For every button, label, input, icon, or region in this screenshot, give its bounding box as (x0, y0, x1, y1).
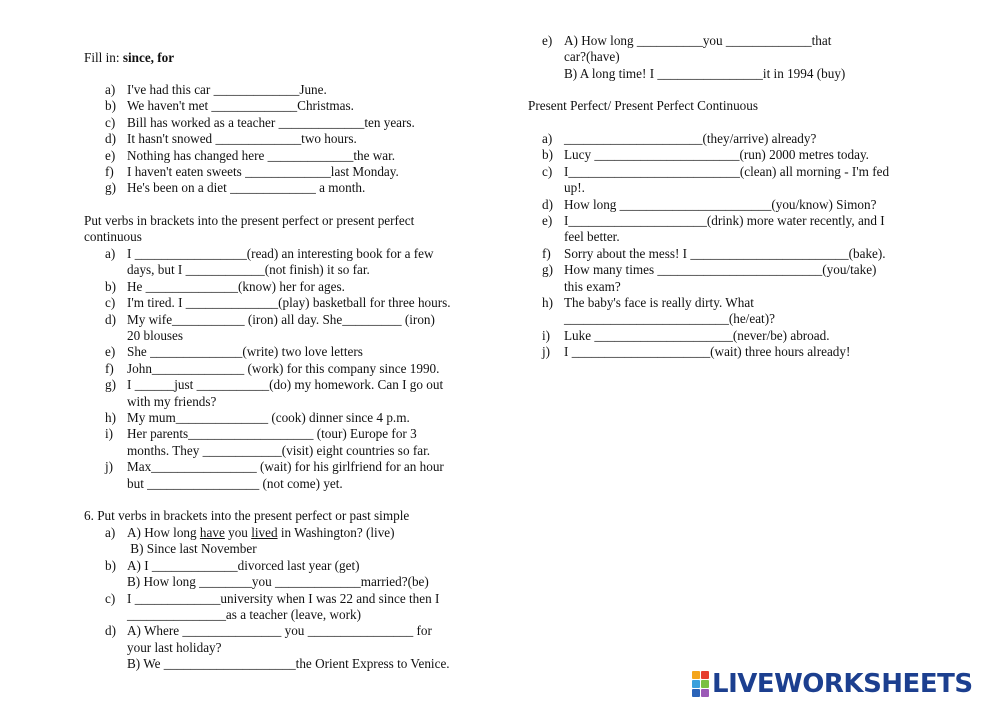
list-item (84, 82, 415, 98)
list-item (528, 295, 889, 328)
list-item (84, 410, 451, 426)
list-item (84, 377, 451, 410)
logo-mark-tile (692, 671, 700, 679)
item-label: d) (105, 131, 116, 147)
item-line: 20 blouses (127, 328, 184, 344)
item-line: A) Where _______________ you ________________ for (127, 623, 432, 639)
item-label: a) (105, 246, 116, 261)
logo-mark-tile (701, 689, 709, 697)
list-item (84, 591, 450, 624)
section-1-list (84, 82, 415, 197)
item-line: B) How long ________you _____________married?(be) (127, 574, 429, 590)
item-label: h) (105, 410, 116, 426)
item-line: B) We ____________________the Orient Express to Venice. (127, 656, 450, 672)
item-label: j) (105, 459, 114, 475)
item-label: a) (105, 525, 116, 540)
list-item (528, 262, 889, 295)
section-3-heading: 6. Put verbs in brackets into the present perfect or past simple (84, 508, 410, 523)
item-label: e) (542, 33, 553, 48)
item-label: e) (105, 147, 116, 163)
item-label: f) (542, 245, 551, 261)
item-line: Sorry about the mess! I ________________________(bake). (564, 245, 886, 261)
item-label: b) (105, 557, 116, 573)
item-text: Nothing has changed here _____________the war. (127, 147, 396, 163)
heading-line: continuous (84, 229, 142, 245)
list-item (84, 115, 415, 131)
item-line: I _________________(read) an interesting book for a few (127, 246, 434, 261)
logo-text: LIVEWORKSHEETS (712, 669, 973, 699)
item-text: I haven't eaten sweets _____________last Monday. (127, 164, 399, 180)
item-line: A) I _____________divorced last year (get) (127, 557, 360, 573)
item-line: My wife___________ (iron) all day. She_________ (iron) (127, 311, 435, 327)
item-label: d) (542, 196, 553, 212)
item-label: a) (542, 131, 553, 146)
item-line: feel better. (564, 229, 620, 245)
list-item (84, 98, 415, 114)
heading-line: Put verbs in brackets into the present perfect or present perfect (84, 213, 415, 228)
item-line: this exam? (564, 278, 621, 294)
section-2-list (84, 246, 451, 492)
item-line: but _________________ (not come) yet. (127, 475, 343, 491)
item-line: B) A long time! I ________________it in 1994 (buy) (564, 65, 846, 81)
list-item (84, 525, 450, 558)
item-line: Max________________ (wait) for his girlfriend for an hour (127, 459, 444, 475)
item-label: b) (542, 147, 553, 163)
liveworksheets-logo[interactable] (692, 668, 973, 700)
item-line: car?(have) (564, 49, 620, 65)
list-item (84, 246, 451, 279)
item-line: your last holiday? (127, 639, 222, 655)
item-line: I ______just ___________(do) my homework. Can I go out (127, 377, 444, 393)
item-label: i) (105, 426, 114, 442)
item-line: months. They ____________(visit) eight countries so far. (127, 442, 431, 458)
item-line: with my friends? (127, 393, 217, 409)
list-item (528, 164, 889, 197)
item-label: b) (105, 98, 116, 114)
item-text: It hasn't snowed _____________two hours. (127, 131, 357, 147)
item-line (127, 525, 450, 541)
item-line: _______________as a teacher (leave, work) (127, 607, 361, 623)
list-item (84, 426, 451, 459)
item-line: Her parents___________________ (tour) Europe for 3 (127, 426, 417, 442)
item-line: My mum______________ (cook) dinner since 4 p.m. (127, 410, 410, 426)
item-label: b) (105, 278, 116, 294)
text-part: in Washington? (live) (277, 525, 395, 540)
text-part: A) How long (127, 525, 200, 540)
list-item (84, 148, 415, 164)
item-line: John______________ (work) for this company since 1990. (127, 360, 440, 376)
section-4-list (528, 131, 889, 361)
item-label: g) (105, 377, 116, 393)
item-line: I _____________________(wait) three hours already! (564, 344, 851, 360)
item-line: Luke _____________________(never/be) abroad. (564, 327, 830, 343)
item-line: up!. (564, 180, 585, 196)
logo-mark-tile (692, 680, 700, 688)
item-line: The baby's face is really dirty. What (564, 295, 754, 311)
logo-mark-tile (692, 689, 700, 697)
continued-list (528, 33, 845, 82)
list-item (84, 558, 450, 591)
item-label: g) (105, 180, 116, 196)
item-label: e) (542, 213, 553, 229)
item-line: How long _______________________(you/know) Simon? (564, 196, 877, 212)
list-item (528, 344, 889, 360)
item-line: _________________________(he/eat)? (564, 311, 775, 327)
section-3-list (84, 525, 450, 673)
section-4-heading: Present Perfect/ Present Perfect Continuous (528, 98, 758, 113)
list-item (84, 623, 450, 672)
underlined-word: have (199, 525, 225, 540)
item-line: I'm tired. I ______________(play) basketball for three hours. (127, 295, 451, 311)
logo-mark-icon (692, 671, 709, 697)
item-line: A) How long __________you _____________that (564, 33, 832, 48)
list-item (84, 279, 451, 295)
item-label: d) (105, 623, 116, 639)
item-line: She ______________(write) two love letters (127, 344, 363, 360)
item-label: f) (105, 164, 114, 180)
item-label: a) (105, 82, 116, 97)
text-part: you (224, 525, 252, 540)
list-item (84, 295, 451, 311)
item-text: He's been on a diet _____________ a month. (127, 180, 366, 196)
item-label: i) (542, 327, 551, 343)
heading-bold: since, for (122, 50, 175, 65)
item-text: I've had this car _____________June. (127, 82, 327, 97)
section-2-heading (84, 213, 414, 246)
item-line: I__________________________(clean) all morning - I'm fed (564, 163, 890, 179)
list-item (84, 459, 451, 492)
item-text: Bill has worked as a teacher _____________ten years. (127, 114, 415, 130)
list-item (528, 131, 889, 147)
item-label: d) (105, 311, 116, 327)
section-1-heading (84, 50, 174, 66)
item-label: c) (105, 590, 116, 606)
item-line: I _____________university when I was 22 and since then I (127, 590, 440, 606)
list-item (84, 180, 415, 196)
item-line: How many times _________________________(you/take) (564, 262, 877, 278)
logo-mark-tile (701, 671, 709, 679)
item-label: f) (105, 360, 114, 376)
heading-prefix: Fill in: (84, 50, 123, 65)
list-item (84, 344, 451, 360)
item-label: c) (542, 163, 553, 179)
item-line: Lucy ______________________(run) 2000 metres today. (564, 147, 869, 163)
list-item (528, 328, 889, 344)
underlined-word: lived (251, 525, 278, 540)
list-item (528, 33, 845, 82)
item-label: j) (542, 344, 551, 360)
list-item (528, 147, 889, 163)
list-item (84, 164, 415, 180)
list-item (528, 197, 889, 213)
item-text: We haven't met _____________Christmas. (127, 98, 354, 114)
item-line: He ______________(know) her for ages. (127, 278, 345, 294)
list-item (84, 361, 451, 377)
item-label: e) (105, 344, 116, 360)
list-item (84, 131, 415, 147)
list-item (84, 312, 451, 345)
item-line: B) Since last November (127, 541, 257, 557)
item-line: days, but I ____________(not finish) it so far. (127, 262, 370, 278)
item-label: g) (542, 262, 553, 278)
list-item (528, 213, 889, 246)
item-line: I_____________________(drink) more water recently, and I (564, 213, 885, 229)
logo-mark-tile (701, 680, 709, 688)
item-label: c) (105, 295, 116, 311)
item-label: c) (105, 114, 116, 130)
item-line: _____________________(they/arrive) already? (564, 131, 817, 146)
item-label: h) (542, 295, 553, 311)
list-item (528, 246, 889, 262)
